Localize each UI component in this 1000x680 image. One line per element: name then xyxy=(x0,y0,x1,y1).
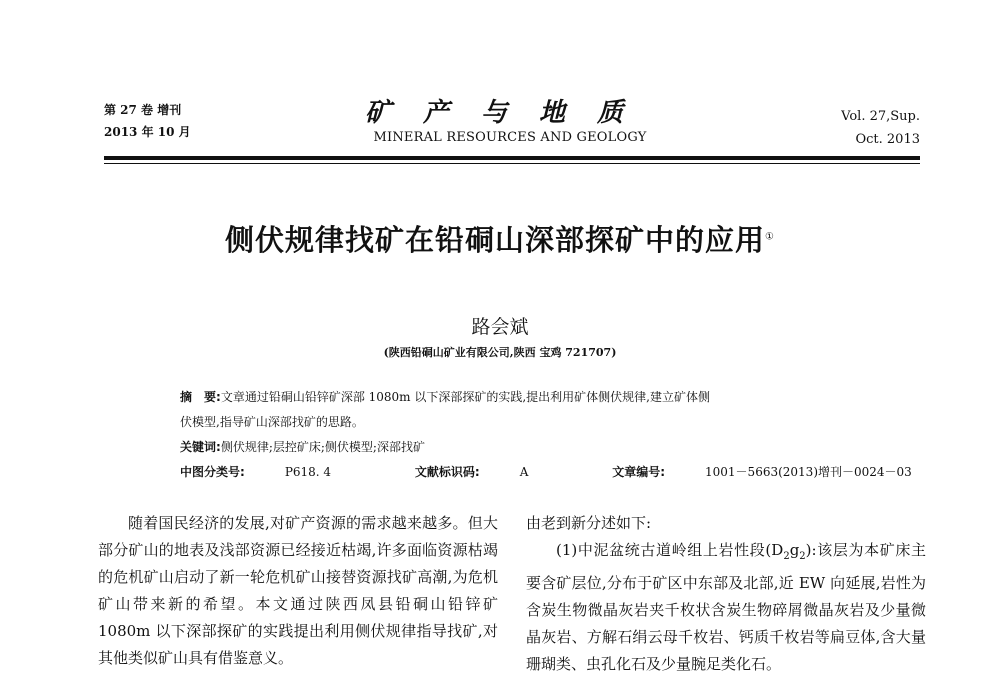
body-column-left xyxy=(98,510,498,672)
right-column-lead: 由老到新分述如下: xyxy=(526,514,652,532)
journal-issue-info-left xyxy=(104,104,191,148)
doc-code-label: 文献标识码: xyxy=(414,465,480,479)
abstract-text-1: 文章通过铅硐山铅锌矿深部 1080m 以下深部探矿的实践,提出利用矿体侧伏规律,建立矿体侧 xyxy=(220,390,710,404)
clc-value: P618. 4 xyxy=(284,465,332,479)
classification-line xyxy=(180,460,912,485)
keywords-label: 关键词: xyxy=(180,440,221,454)
article-no-label: 文章编号: xyxy=(612,465,666,479)
stratum-g: g xyxy=(789,541,800,559)
journal-title-en: MINERAL RESOURCES AND GEOLOGY xyxy=(373,130,647,145)
article-no-value: 1001－5663(2013)增刊－0024－03 xyxy=(705,465,912,479)
abstract-text-2: 伏模型,指导矿山深部找矿的思路。 xyxy=(180,415,364,429)
journal-issue-info-right xyxy=(841,110,920,156)
abstract-label: 摘 要: xyxy=(180,390,221,404)
keywords-line xyxy=(180,435,840,460)
body-column-right xyxy=(526,510,926,678)
abstract-line-2 xyxy=(180,410,840,435)
title-footnote-mark: ① xyxy=(765,231,775,243)
stratum-sub-1: 2 xyxy=(783,551,790,562)
stratum-sub-2: 2 xyxy=(799,551,806,562)
article-title-text: 侧伏规律找矿在铅硐山深部探矿中的应用 xyxy=(225,223,766,257)
header-rule-thin xyxy=(104,163,920,164)
abstract-line-1 xyxy=(180,385,840,410)
keywords-text: 侧伏规律;层控矿床;侧伏模型;深部找矿 xyxy=(220,440,425,454)
journal-title-cn: 矿产与地质 xyxy=(364,98,655,128)
stratum-rest: ):该层为本矿床主要含矿层位,分布于矿区中东部及北部,近 EW 向延展,岩性为含炭生物微晶灰岩夹千枚状含炭生物碎屑微晶灰岩及少量微晶灰岩、方解石绢云母千枚岩、钙质千枚岩等扁豆体,含大量珊瑚类、虫孔化石及少量腕足类化石。 xyxy=(526,541,926,673)
stratum-paragraph xyxy=(526,537,926,678)
volume-cn: 第 27 卷 增刊 xyxy=(104,103,182,117)
stratum-lead: (1)中泥盆统古道岭组上岩性段(D xyxy=(556,541,784,559)
article-title xyxy=(0,218,1000,259)
clc-label: 中图分类号: xyxy=(180,465,245,479)
journal-masthead xyxy=(360,100,660,145)
abstract-block xyxy=(180,385,912,485)
volume-en: Vol. 27,Sup. xyxy=(841,109,920,124)
date-en: Oct. 2013 xyxy=(855,132,920,147)
date-cn: 2013 年 10 月 xyxy=(104,125,191,139)
intro-paragraph: 随着国民经济的发展,对矿产资源的需求越来越多。但大部分矿山的地表及浅部资源已经接近枯竭,许多面临资源枯竭的危机矿山启动了新一轮危机矿山接替资源找矿高潮,为危机矿山带来新的希望。本文通过陕西凤县铅硐山铅锌矿 1080m 以下深部探矿的实践提出利用侧伏规律指导找矿,对其他类似矿山具有借鉴意义。 xyxy=(98,514,498,667)
author-affiliation: (陕西铅硐山矿业有限公司,陕西 宝鸡 721707) xyxy=(383,346,617,359)
author-name: 路会斌 xyxy=(471,316,529,338)
doc-code-value: A xyxy=(519,465,529,479)
header-rule-thick xyxy=(104,156,920,160)
